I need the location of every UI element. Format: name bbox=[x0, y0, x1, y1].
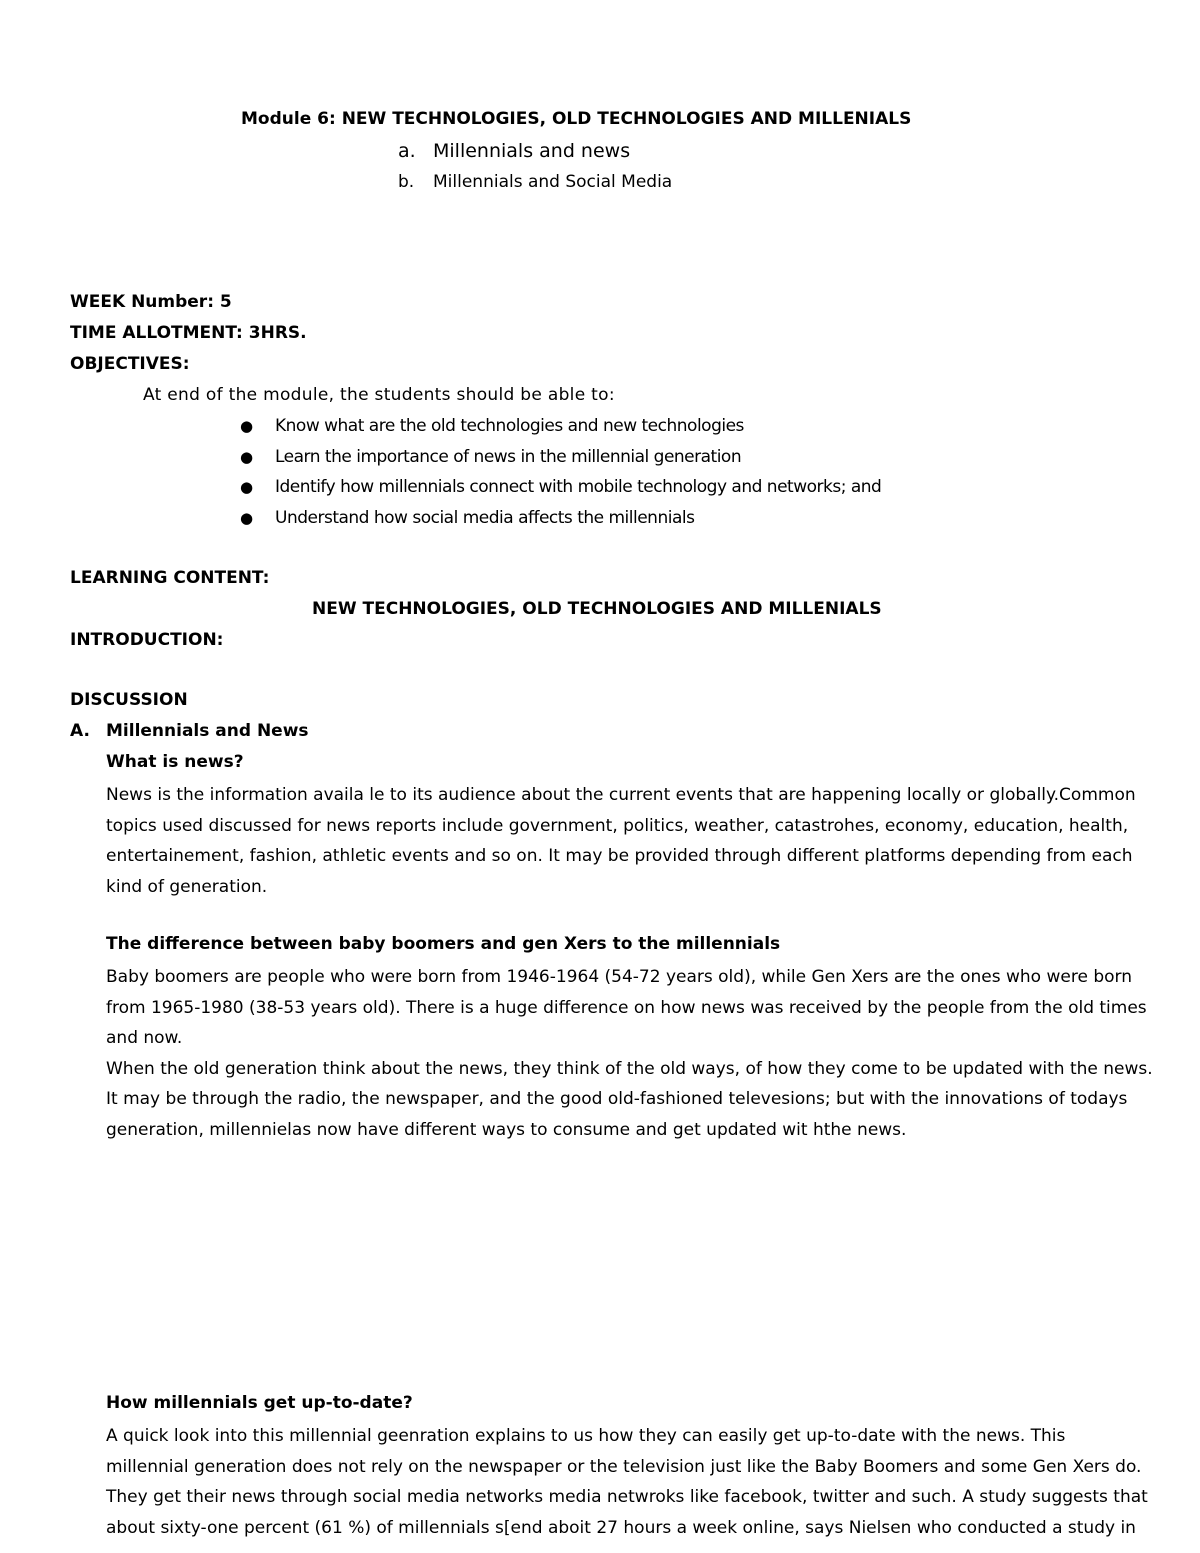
paragraph-line: about sixty-one percent (61 %) of millennials s[end aboit 27 hours a week online, says Nielsen who conducted a study in bbox=[106, 1517, 1136, 1538]
paragraph-line: A quick look into this millennial geenration explains to us how they can easily get up-to-date with the news. This bbox=[106, 1426, 1066, 1446]
difference-paragraph bbox=[106, 962, 1153, 1146]
learning-content-heading: LEARNING CONTENT: bbox=[70, 568, 270, 588]
paragraph-line: entertainement, fashion, athletic events and so on. It may be provided through different platforms depending from each bbox=[106, 846, 1133, 867]
discussion-heading: DISCUSSION bbox=[70, 690, 188, 710]
paragraph-line: News is the information availa le to its audience about the current events that are happening locally or globally.Common bbox=[106, 785, 1136, 805]
paragraph-line: Baby boomers are people who were born from 1946-1964 (54-72 years old), while Gen Xers are the ones who were born bbox=[106, 967, 1132, 987]
subtopic-label: Millennials and Social Media bbox=[433, 172, 673, 192]
objective-text: Know what are the old technologies and new technologies bbox=[275, 416, 744, 436]
paragraph-line: generation, millennielas now have different ways to consume and get updated wit hthe news. bbox=[106, 1119, 907, 1140]
difference-heading: The difference between baby boomers and gen Xers to the millennials bbox=[106, 934, 781, 954]
objective-item bbox=[240, 506, 694, 530]
bullet-icon: ● bbox=[240, 448, 254, 466]
paragraph-line: topics used discussed for news reports include government, politics, weather, catastrohes, economy, education, health, bbox=[106, 815, 1129, 836]
section-title: Millennials and News bbox=[106, 721, 309, 741]
paragraph-line: When the old generation think about the news, they think of the old ways, of how they come to be updated with the news. bbox=[106, 1058, 1153, 1079]
subtopic-label: Millennials and news bbox=[433, 140, 631, 162]
what-is-news-paragraph bbox=[106, 780, 1136, 902]
subtopic-b bbox=[398, 170, 672, 194]
up-to-date-paragraph bbox=[106, 1421, 1148, 1543]
time-allotment: TIME ALLOTMENT: 3HRS. bbox=[70, 323, 307, 343]
bullet-icon: ● bbox=[240, 509, 254, 527]
paragraph-line: They get their news through social media networks media netwroks like facebook, twitter and such. A study suggests that bbox=[106, 1487, 1148, 1508]
section-marker: A. bbox=[70, 721, 90, 741]
week-number: WEEK Number: 5 bbox=[70, 292, 232, 312]
subtopic-a bbox=[398, 139, 630, 163]
paragraph-line: millennial generation does not rely on the newspaper or the television just like the Baby Boomers and some Gen Xers do. bbox=[106, 1456, 1142, 1477]
subtopic-marker: a. bbox=[398, 140, 416, 162]
bullet-icon: ● bbox=[240, 478, 254, 496]
learning-content-title: NEW TECHNOLOGIES, OLD TECHNOLOGIES AND MILLENIALS bbox=[312, 599, 882, 619]
paragraph-line: from 1965-1980 (38-53 years old). There is a huge difference on how news was received by the people from the old times bbox=[106, 997, 1147, 1018]
objectives-intro: At end of the module, the students should be able to: bbox=[143, 385, 615, 405]
objective-item bbox=[240, 475, 881, 499]
objective-item bbox=[240, 445, 741, 469]
module-title: Module 6: NEW TECHNOLOGIES, OLD TECHNOLOGIES AND MILLENIALS bbox=[241, 109, 912, 129]
paragraph-line: kind of generation. bbox=[106, 876, 268, 897]
section-a-heading bbox=[70, 719, 309, 743]
objective-text: Learn the importance of news in the millennial generation bbox=[275, 447, 742, 467]
objectives-heading: OBJECTIVES: bbox=[70, 354, 190, 374]
objective-item bbox=[240, 414, 744, 438]
introduction-heading: INTRODUCTION: bbox=[70, 630, 224, 650]
subtopic-marker: b. bbox=[398, 172, 415, 192]
what-is-news-heading: What is news? bbox=[106, 752, 244, 772]
bullet-icon: ● bbox=[240, 417, 254, 435]
up-to-date-heading: How millennials get up-to-date? bbox=[106, 1393, 413, 1413]
objective-text: Understand how social media affects the millennials bbox=[275, 508, 695, 528]
paragraph-line: and now. bbox=[106, 1028, 183, 1049]
paragraph-line: It may be through the radio, the newspaper, and the good old-fashioned televesions; but with the innovations of todays bbox=[106, 1089, 1128, 1110]
objective-text: Identify how millennials connect with mobile technology and networks; and bbox=[275, 477, 882, 497]
